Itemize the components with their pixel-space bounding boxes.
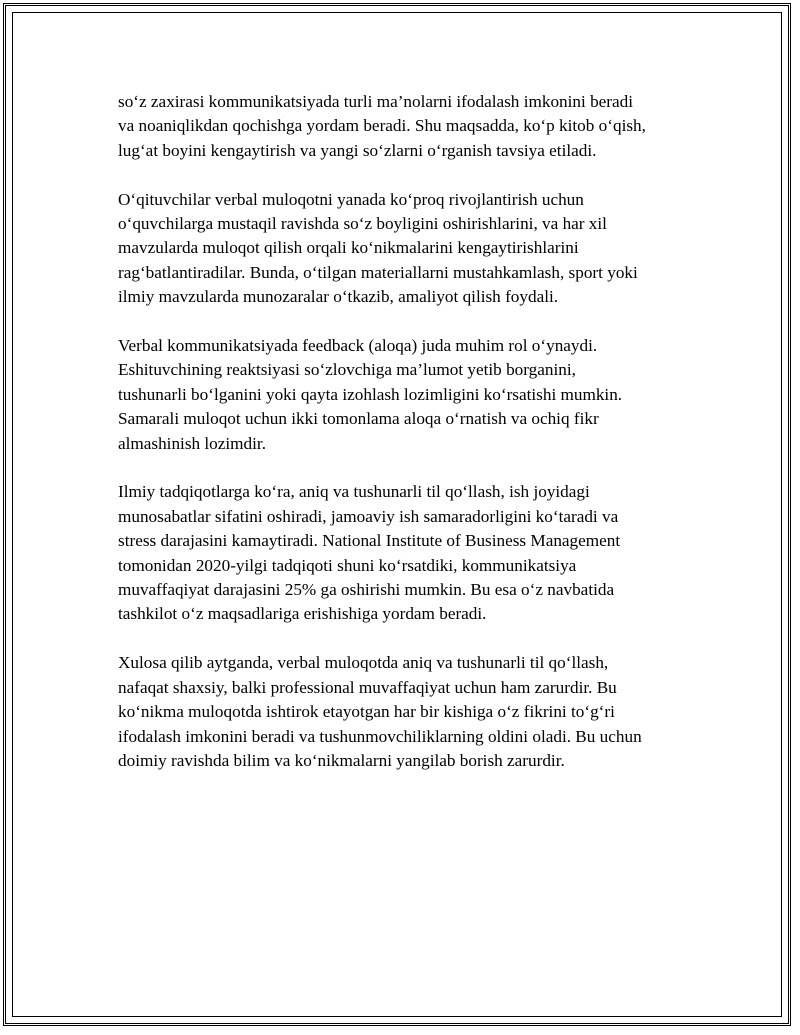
paragraph-conclusion: Xulosa qilib aytganda, verbal muloqotda aniq va tushunarli til qo‘llash, nafaqat shaxsiy, balki professional muvaffaqiyat uchun ham zarurdir. Bu ko‘nikma muloqotda ishtirok etayotgan har bir kishiga o‘z fikrini to‘g‘ri ifodalash imkonini beradi va tushunmovchiliklarning oldini oladi. Bu uchun doimiy ravishda bilim va ko‘nikmalarni yangilab borish zarurdir. xyxy=(118,653,642,770)
paragraph-feedback: Verbal kommunikatsiyada feedback (aloqa) juda muhim rol o‘ynaydi. Eshituvchining reaktsiyasi so‘zlovchiga ma’lumot yetib borganini, tushunarli bo‘lganini yoki qayta izohlash lozimligini ko‘rsatishi mumkin. Samarali muloqot uchun ikki tomonlama aloqa o‘rnatish va ochiq fikr almashinish lozimdir. xyxy=(118,336,623,453)
paragraph-teachers: O‘qituvchilar verbal muloqotni yanada ko‘proq rivojlantirish uchun o‘quvchilarga mustaqil ravishda so‘z boyligini oshirishlarini, va har xil mavzularda muloqot qilish orqali ko‘nikmalarini kengaytirishlarini rag‘batlantiradilar. Bunda, o‘tilgan materiallarni mustahkamlash, sport yoki ilmiy mavzularda munozaralar o‘tkazib, amaliyot qilish foydali. xyxy=(118,189,638,307)
paragraph-research: Ilmiy tadqiqotlarga ko‘ra, aniq va tushunarli til qo‘llash, ish joyidagi munosabatlar sifatini oshiradi, jamoaviy ish samaradorligini ko‘taradi va stress darajasini kamaytiradi. National Institute of Business Management tomonidan 2020-yilgi tadqiqoti shuni ko‘rsatdiki, kommunikatsiya muvaffaqiyat darajasini 25% ga oshirishi mumkin. Bu esa o‘z navbatida tashkilot o‘z maqsadlariga erishishiga yordam beradi. xyxy=(118,482,621,624)
paragraph-vocabulary: so‘z zaxirasi kommunikatsiyada turli ma’nolarni ifodalash imkonini beradi va noaniqlikdan qochishga yordam beradi. Shu maqsadda, ko‘p kitob o‘qish, lug‘at boyini kengaytirish va yangi so‘zlarni o‘rganish tavsiya etiladi. xyxy=(118,92,646,160)
document-body xyxy=(118,90,698,798)
